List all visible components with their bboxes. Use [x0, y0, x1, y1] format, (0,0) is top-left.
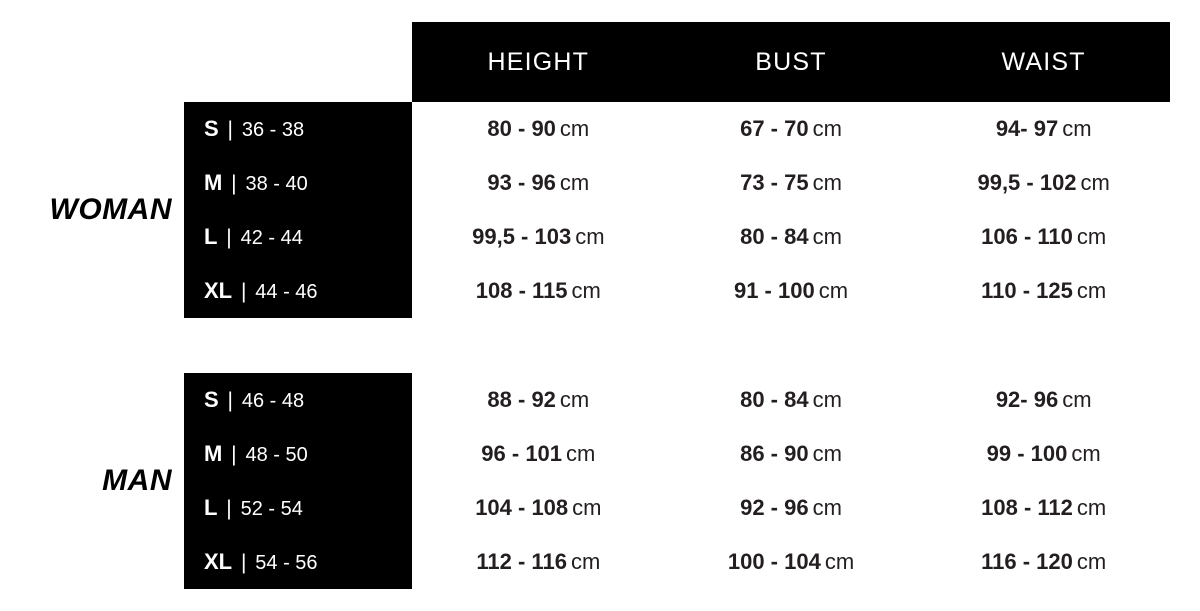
- bust-unit: cm: [812, 170, 842, 195]
- bust-value: 73 - 75: [740, 170, 809, 195]
- waist-cell: [917, 116, 1170, 142]
- table-row: [184, 156, 1170, 210]
- table-row: [184, 264, 1170, 318]
- bust-unit: cm: [812, 224, 842, 249]
- size-eu: 46 - 48: [241, 390, 305, 412]
- size-eu: 54 - 56: [255, 552, 318, 574]
- column-header-waist: WAIST: [1001, 47, 1086, 76]
- size-cell: [184, 387, 412, 413]
- waist-cell: [917, 441, 1170, 467]
- size-eu: 48 - 50: [245, 444, 308, 466]
- bust-cell: [665, 441, 918, 467]
- size-eu: 42 - 44: [240, 227, 303, 249]
- height-value: 88 - 92: [487, 387, 556, 412]
- size-cell: [184, 224, 412, 250]
- bust-value: 86 - 90: [740, 441, 809, 466]
- waist-cell: [917, 224, 1170, 250]
- size-separator: |: [240, 551, 247, 574]
- waist-cell: [917, 278, 1170, 304]
- waist-cell: [917, 170, 1170, 196]
- waist-cell: [917, 387, 1170, 413]
- height-cell: [412, 549, 665, 575]
- size-cell: [184, 278, 412, 304]
- waist-value: 99 - 100: [986, 441, 1068, 466]
- height-cell: [412, 116, 665, 142]
- table-header-row: [412, 22, 1170, 102]
- height-unit: cm: [575, 224, 605, 249]
- height-unit: cm: [570, 549, 601, 574]
- waist-cell: [917, 549, 1170, 575]
- bust-cell: [665, 495, 918, 521]
- height-value: 112 - 116: [476, 549, 567, 574]
- size-eu: 38 - 40: [245, 173, 308, 195]
- height-value: 80 - 90: [487, 116, 556, 141]
- group-rows-man: [184, 373, 1170, 589]
- height-cell: [412, 278, 665, 304]
- height-value: 96 - 101: [481, 441, 563, 466]
- size-separator: |: [227, 118, 233, 141]
- size-cell: [184, 170, 412, 196]
- height-unit: cm: [566, 441, 596, 466]
- size-separator: |: [231, 172, 237, 195]
- size-label: L: [204, 495, 218, 520]
- bust-unit: cm: [812, 387, 842, 412]
- size-separator: |: [231, 443, 237, 466]
- size-eu: 36 - 38: [241, 119, 305, 141]
- group-rows-woman: [184, 102, 1170, 318]
- bust-value: 91 - 100: [733, 278, 815, 303]
- table-row: [184, 535, 1170, 589]
- bust-cell: [665, 170, 918, 196]
- table-row: [184, 373, 1170, 427]
- waist-value: 108 - 112: [981, 495, 1073, 520]
- group-label-man: MAN: [102, 464, 172, 497]
- column-header-bust: BUST: [755, 47, 827, 76]
- height-value: 93 - 96: [487, 170, 556, 195]
- waist-unit: cm: [1062, 116, 1092, 141]
- table-row: [184, 481, 1170, 535]
- bust-value: 80 - 84: [740, 387, 809, 412]
- size-label: L: [204, 224, 218, 249]
- waist-value: 106 - 110: [981, 224, 1073, 249]
- bust-value: 100 - 104: [727, 549, 821, 574]
- bust-cell: [665, 387, 918, 413]
- waist-unit: cm: [1071, 441, 1101, 466]
- waist-unit: cm: [1080, 170, 1110, 195]
- waist-value: 99,5 - 102: [977, 170, 1077, 195]
- bust-unit: cm: [824, 549, 855, 574]
- bust-value: 92 - 96: [740, 495, 809, 520]
- waist-unit: cm: [1076, 278, 1107, 303]
- size-separator: |: [226, 226, 232, 249]
- table-row: [184, 102, 1170, 156]
- waist-unit: cm: [1076, 495, 1107, 520]
- waist-unit: cm: [1076, 224, 1107, 249]
- waist-value: 116 - 120: [981, 549, 1073, 574]
- height-cell: [412, 170, 665, 196]
- height-unit: cm: [559, 116, 590, 141]
- height-value: 108 - 115: [475, 278, 568, 303]
- group-label-woman: WOMAN: [49, 193, 172, 226]
- size-eu: 52 - 54: [240, 498, 303, 520]
- table-row: [184, 210, 1170, 264]
- group-woman: [0, 102, 1200, 318]
- size-label: M: [204, 441, 223, 466]
- height-value: 99,5 - 103: [472, 224, 572, 249]
- size-label: M: [204, 170, 223, 195]
- size-label: XL: [204, 278, 233, 303]
- size-separator: |: [226, 497, 232, 520]
- size-cell: [184, 495, 412, 521]
- size-eu: 44 - 46: [255, 281, 318, 303]
- bust-unit: cm: [812, 116, 842, 141]
- size-label: S: [204, 116, 219, 141]
- bust-value: 80 - 84: [740, 224, 809, 249]
- height-value: 104 - 108: [475, 495, 569, 520]
- bust-cell: [665, 278, 918, 304]
- waist-value: 94- 97: [995, 116, 1059, 141]
- size-cell: [184, 441, 412, 467]
- bust-unit: cm: [812, 495, 842, 520]
- waist-cell: [917, 495, 1170, 521]
- waist-unit: cm: [1076, 549, 1107, 574]
- height-unit: cm: [572, 495, 602, 520]
- height-cell: [412, 224, 665, 250]
- bust-cell: [665, 116, 918, 142]
- bust-cell: [665, 549, 918, 575]
- height-cell: [412, 387, 665, 413]
- size-separator: |: [240, 280, 247, 303]
- waist-unit: cm: [1062, 387, 1092, 412]
- group-man: [0, 373, 1200, 589]
- waist-value: 110 - 125: [981, 278, 1073, 303]
- height-unit: cm: [571, 278, 601, 303]
- bust-value: 67 - 70: [740, 116, 809, 141]
- size-separator: |: [227, 389, 233, 412]
- column-header-height: HEIGHT: [487, 47, 590, 76]
- bust-unit: cm: [818, 278, 849, 303]
- size-label: S: [204, 387, 219, 412]
- size-cell: [184, 549, 412, 575]
- height-cell: [412, 441, 665, 467]
- table-row: [184, 427, 1170, 481]
- size-cell: [184, 116, 412, 142]
- bust-unit: cm: [812, 441, 842, 466]
- bust-cell: [665, 224, 918, 250]
- waist-value: 92- 96: [995, 387, 1059, 412]
- height-unit: cm: [559, 387, 590, 412]
- height-unit: cm: [559, 170, 590, 195]
- height-cell: [412, 495, 665, 521]
- size-label: XL: [204, 549, 233, 574]
